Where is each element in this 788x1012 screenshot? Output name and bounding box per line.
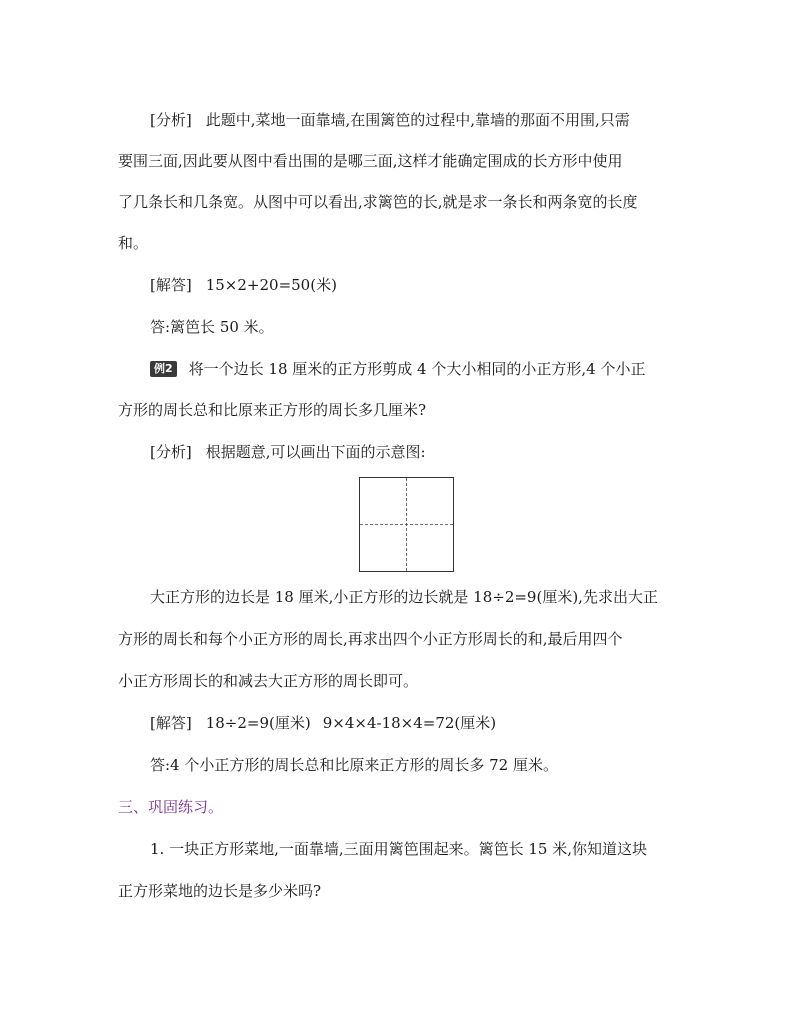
answer-1: 答:篱笆长 50 米。	[150, 318, 274, 336]
analysis-line-3: 了几条长和几条宽。从图中可以看出,求篱笆的长,就是求一条长和两条宽的长度	[118, 193, 638, 211]
solution-formula-2b: 9×4×4-18×4=72(厘米)	[322, 714, 497, 732]
explanation-line-1: 大正方形的边长是 18 厘米,小正方形的边长就是 18÷2=9(厘米),先求出大正	[150, 588, 658, 606]
explanation-line-2: 方形的周长和每个小正方形的周长,再求出四个小正方形周长的和,最后用四个	[118, 630, 623, 648]
solution-formula-2a: 18÷2=9(厘米)	[205, 714, 311, 732]
analysis-paragraph-2	[150, 442, 710, 462]
analysis-tag-2: [分析]	[150, 443, 192, 461]
answer-2: 答:4 个小正方形的周长总和比原来正方形的周长多 72 厘米。	[150, 756, 558, 774]
analysis-text-2: 根据题意,可以画出下面的示意图:	[205, 443, 426, 461]
explanation-line-3: 小正方形周长的和减去大正方形的周长即可。	[118, 672, 419, 690]
analysis-line-4: 和。	[118, 234, 149, 252]
section-title-practice: 三、巩固练习。	[118, 798, 224, 816]
example-2-question	[150, 359, 710, 379]
solution-tag-2: [解答]	[150, 714, 192, 732]
solution-paragraph-1	[150, 275, 710, 295]
example-badge: 例2	[150, 361, 177, 377]
exercise-1-line-1: 1. 一块正方形菜地,一面靠墙,三面用篱笆围起来。篱笆长 15 米,你知道这块	[150, 840, 648, 858]
analysis-text: 此题中,菜地一面靠墙,在围篱笆的过程中,靠墙的那面不用围,只需	[205, 111, 630, 129]
example-2-line-2: 方形的周长总和比原来正方形的周长多几厘米?	[118, 401, 427, 419]
example-2-text: 将一个边长 18 厘米的正方形剪成 4 个大小相同的小正方形,4 个小正	[188, 360, 646, 378]
analysis-paragraph-1	[150, 110, 710, 130]
solution-formula: 15×2+20=50(米)	[205, 276, 337, 294]
exercise-1-line-2: 正方形菜地的边长是多少米吗?	[118, 882, 322, 900]
analysis-line-2: 要围三面,因此要从图中看出围的是哪三面,这样才能确定围成的长方形中使用	[118, 152, 623, 170]
square-diagram	[359, 477, 454, 572]
solution-tag: [解答]	[150, 276, 192, 294]
analysis-tag: [分析]	[150, 111, 192, 129]
solution-paragraph-2	[150, 713, 710, 733]
